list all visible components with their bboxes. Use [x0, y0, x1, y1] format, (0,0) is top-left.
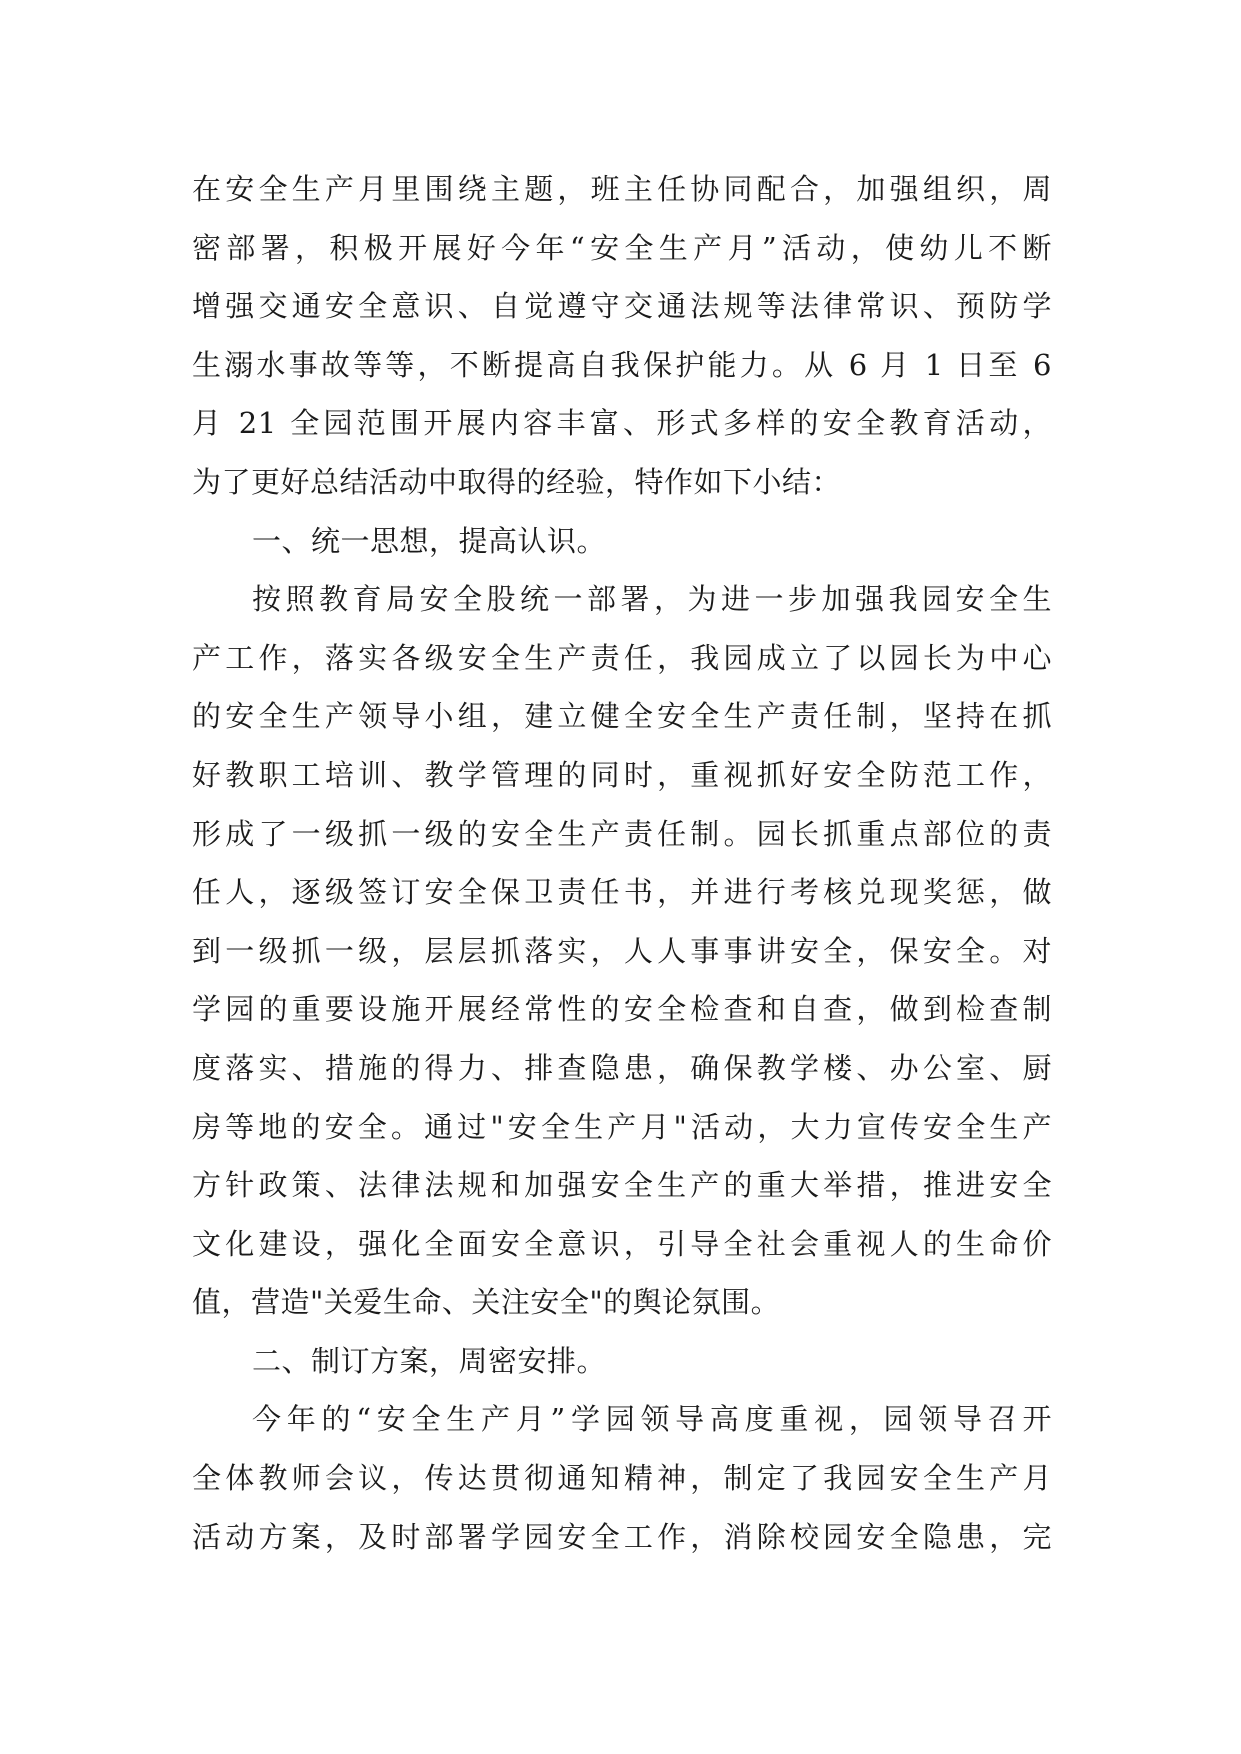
body-line: 在安全生产月里围绕主题，班主任协同配合，加强组织，周	[192, 172, 1052, 206]
body-line: 增强交通安全意识、自觉遵守交通法规等法律常识、预防学	[192, 289, 1052, 324]
body-line: 活动方案，及时部署学园安全工作，消除校园安全隐患，完	[192, 1519, 1052, 1554]
body-line: 好教职工培训、教学管理的同时，重视抓好安全防范工作，	[192, 757, 1052, 792]
body-line: 今年的“安全生产月”学园领导高度重视，园领导召开	[252, 1402, 1052, 1437]
section-heading-1: 一、统一思想，提高认识。	[252, 523, 607, 558]
body-line: 值，营造"关爱生命、关注安全"的舆论氛围。	[192, 1285, 781, 1320]
body-line: 文化建设，强化全面安全意识，引导全社会重视人的生命价	[192, 1226, 1052, 1261]
body-line: 密部署，积极开展好今年“安全生产月”活动，使幼儿不断	[192, 230, 1052, 265]
body-line: 为了更好总结活动中取得的经验，特作如下小结：	[192, 464, 842, 499]
body-line: 度落实、措施的得力、排查隐患，确保教学楼、办公室、厨	[192, 1050, 1052, 1085]
section-heading-2: 二、制订方案，周密安排。	[252, 1343, 607, 1378]
body-line: 的安全生产领导小组，建立健全安全生产责任制，坚持在抓	[192, 699, 1052, 734]
body-line: 月 21 全园范围开展内容丰富、形式多样的安全教育活动，	[192, 406, 1052, 441]
body-line: 全体教师会议，传达贯彻通知精神，制定了我园安全生产月	[192, 1461, 1052, 1496]
body-line: 方针政策、法律法规和加强安全生产的重大举措，推进安全	[192, 1168, 1052, 1203]
body-line: 生溺水事故等等，不断提高自我保护能力。从 6 月 1 日至 6	[192, 347, 1052, 382]
body-line: 按照教育局安全股统一部署，为进一步加强我园安全生	[252, 582, 1052, 617]
document-body	[192, 160, 1052, 1566]
body-line: 任人，逐级签订安全保卫责任书，并进行考核兑现奖惩，做	[192, 875, 1052, 910]
body-line: 学园的重要设施开展经常性的安全检查和自查，做到检查制	[192, 992, 1052, 1027]
body-line: 形成了一级抓一级的安全生产责任制。园长抓重点部位的责	[192, 816, 1052, 851]
body-line: 到一级抓一级，层层抓落实，人人事事讲安全，保安全。对	[192, 933, 1052, 968]
body-line: 产工作，落实各级安全生产责任，我园成立了以园长为中心	[192, 640, 1052, 675]
body-line: 房等地的安全。通过"安全生产月"活动，大力宣传安全生产	[192, 1109, 1052, 1144]
